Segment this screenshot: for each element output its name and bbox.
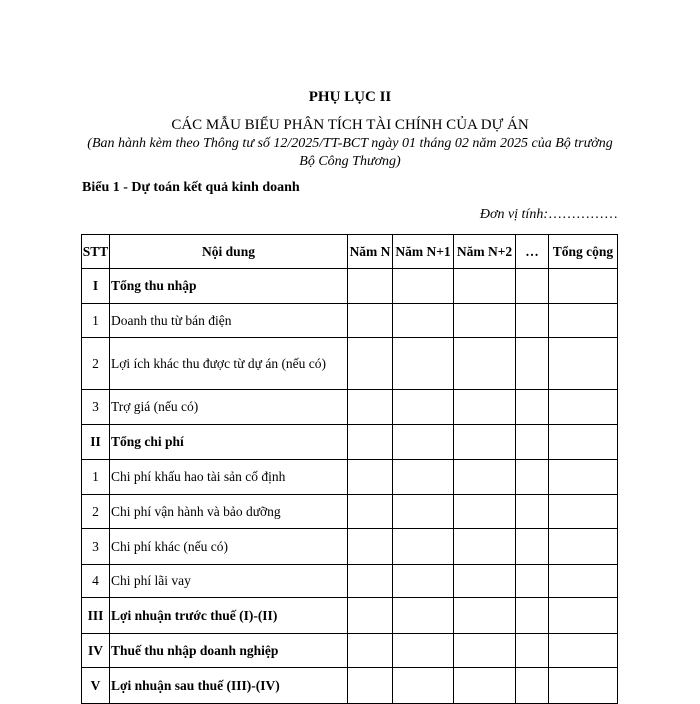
cell-total <box>549 495 618 529</box>
cell-year-n1 <box>393 460 454 495</box>
cell-year-n1 <box>393 304 454 338</box>
table-row <box>82 529 618 565</box>
row-stt: V <box>82 668 110 704</box>
cell-year-n1 <box>393 338 454 390</box>
cell-year-n1 <box>393 598 454 634</box>
cell-ellipsis <box>516 598 549 634</box>
table-row <box>82 269 618 304</box>
cell-year-n1 <box>393 634 454 668</box>
row-stt: 1 <box>82 460 110 495</box>
cell-total <box>549 390 618 425</box>
cell-year-n2 <box>454 529 516 565</box>
cell-total <box>549 304 618 338</box>
row-content: Lợi ích khác thu được từ dự án (nếu có) <box>110 338 348 390</box>
unit-dots: …………… <box>548 207 618 222</box>
row-stt: III <box>82 598 110 634</box>
cell-year-n2 <box>454 668 516 704</box>
cell-year-n2 <box>454 390 516 425</box>
cell-year-n1 <box>393 529 454 565</box>
cell-total <box>549 565 618 598</box>
cell-year-n2 <box>454 565 516 598</box>
col-header-year-n1: Năm N+1 <box>393 235 454 269</box>
row-content: Chi phí khấu hao tài sản cố định <box>110 460 348 495</box>
cell-year-n <box>348 390 393 425</box>
cell-year-n <box>348 304 393 338</box>
cell-year-n2 <box>454 495 516 529</box>
cell-ellipsis <box>516 460 549 495</box>
row-content: Lợi nhuận trước thuế (I)-(II) <box>110 598 348 634</box>
table-row <box>82 304 618 338</box>
cell-year-n2 <box>454 269 516 304</box>
cell-year-n1 <box>393 495 454 529</box>
cell-total <box>549 634 618 668</box>
cell-year-n <box>348 425 393 460</box>
row-content: Thuế thu nhập doanh nghiệp <box>110 634 348 668</box>
cell-year-n <box>348 598 393 634</box>
cell-year-n <box>348 565 393 598</box>
col-header-content: Nội dung <box>110 235 348 269</box>
row-content: Trợ giá (nếu có) <box>110 390 348 425</box>
cell-year-n1 <box>393 269 454 304</box>
cell-year-n <box>348 269 393 304</box>
cell-year-n1 <box>393 390 454 425</box>
cell-year-n2 <box>454 304 516 338</box>
cell-year-n2 <box>454 634 516 668</box>
row-stt: II <box>82 425 110 460</box>
cell-ellipsis <box>516 390 549 425</box>
table-row <box>82 390 618 425</box>
cell-total <box>549 668 618 704</box>
table-title: Biểu 1 - Dự toán kết quả kinh doanh <box>82 180 300 195</box>
cell-ellipsis <box>516 304 549 338</box>
table-row <box>82 668 618 704</box>
row-stt: IV <box>82 634 110 668</box>
row-stt: 2 <box>82 495 110 529</box>
row-content: Chi phí khác (nếu có) <box>110 529 348 565</box>
row-content: Lợi nhuận sau thuế (III)-(IV) <box>110 668 348 704</box>
table-row <box>82 495 618 529</box>
cell-ellipsis <box>516 425 549 460</box>
cell-ellipsis <box>516 495 549 529</box>
cell-year-n <box>348 460 393 495</box>
unit-label: Đơn vị tính: <box>479 207 548 222</box>
col-header-ellipsis: … <box>516 235 549 269</box>
business-result-table <box>81 234 618 704</box>
cell-ellipsis <box>516 565 549 598</box>
row-content: Doanh thu từ bán điện <box>110 304 348 338</box>
cell-year-n <box>348 495 393 529</box>
cell-total <box>549 338 618 390</box>
cell-ellipsis <box>516 529 549 565</box>
table-row <box>82 598 618 634</box>
cell-total <box>549 460 618 495</box>
table-row <box>82 565 618 598</box>
cell-ellipsis <box>516 269 549 304</box>
cell-year-n2 <box>454 425 516 460</box>
table-header-row <box>82 235 618 269</box>
row-content: Tổng thu nhập <box>110 269 348 304</box>
row-stt: 2 <box>82 338 110 390</box>
cell-year-n <box>348 634 393 668</box>
cell-year-n1 <box>393 425 454 460</box>
cell-year-n2 <box>454 338 516 390</box>
cell-year-n <box>348 338 393 390</box>
table-row <box>82 425 618 460</box>
cell-year-n <box>348 668 393 704</box>
cell-year-n2 <box>454 460 516 495</box>
cell-ellipsis <box>516 338 549 390</box>
col-header-total: Tổng cộng <box>549 235 618 269</box>
col-header-year-n2: Năm N+2 <box>454 235 516 269</box>
row-content: Tổng chi phí <box>110 425 348 460</box>
col-header-stt: STT <box>82 235 110 269</box>
cell-total <box>549 425 618 460</box>
cell-year-n1 <box>393 668 454 704</box>
cell-year-n1 <box>393 565 454 598</box>
table-row <box>82 634 618 668</box>
col-header-year-n: Năm N <box>348 235 393 269</box>
table-row <box>82 460 618 495</box>
row-stt: 3 <box>82 529 110 565</box>
unit-line <box>480 207 618 223</box>
cell-ellipsis <box>516 668 549 704</box>
appendix-heading: PHỤ LỤC II <box>308 89 392 105</box>
document-title: CÁC MẪU BIỂU PHÂN TÍCH TÀI CHÍNH CỦA DỰ ÁN <box>171 117 529 133</box>
cell-total <box>549 598 618 634</box>
cell-total <box>549 269 618 304</box>
cell-total <box>549 529 618 565</box>
document-subtitle: (Ban hành kèm theo Thông tư số 12/2025/TT-BCT ngày 01 tháng 02 năm 2025 của Bộ trưởng Bộ Công Thương) <box>87 136 613 169</box>
row-stt: 4 <box>82 565 110 598</box>
cell-year-n2 <box>454 598 516 634</box>
table-row <box>82 338 618 390</box>
row-stt: 1 <box>82 304 110 338</box>
row-content: Chi phí vận hành và bảo dưỡng <box>110 495 348 529</box>
cell-year-n <box>348 529 393 565</box>
cell-ellipsis <box>516 634 549 668</box>
row-stt: 3 <box>82 390 110 425</box>
table-body <box>82 269 618 704</box>
row-content: Chi phí lãi vay <box>110 565 348 598</box>
row-stt: I <box>82 269 110 304</box>
